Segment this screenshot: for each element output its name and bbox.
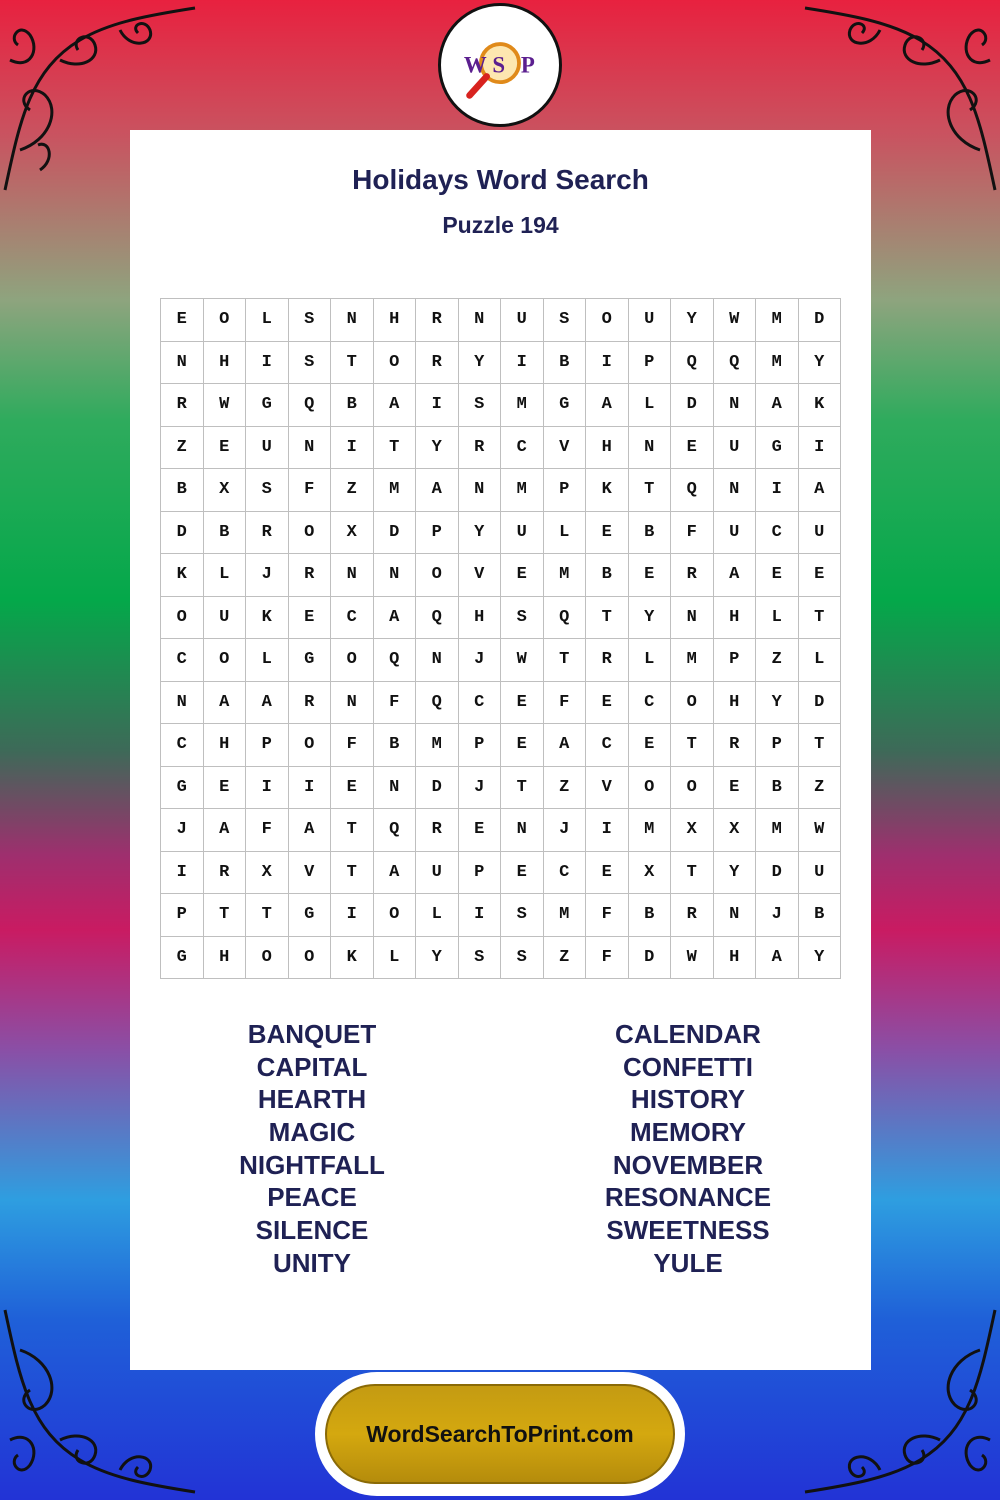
grid-cell[interactable]: P bbox=[756, 724, 799, 767]
grid-cell[interactable]: G bbox=[544, 384, 587, 427]
grid-cell[interactable]: U bbox=[246, 427, 289, 470]
grid-cell[interactable]: O bbox=[416, 554, 459, 597]
grid-cell[interactable]: W bbox=[671, 937, 714, 980]
grid-cell[interactable]: Z bbox=[161, 427, 204, 470]
grid-cell[interactable]: A bbox=[289, 809, 332, 852]
grid-cell[interactable]: J bbox=[459, 767, 502, 810]
grid-cell[interactable]: N bbox=[374, 767, 417, 810]
grid-cell[interactable]: F bbox=[246, 809, 289, 852]
word-list-item: UNITY bbox=[273, 1247, 351, 1278]
grid-cell[interactable]: I bbox=[799, 427, 842, 470]
grid-cell[interactable]: P bbox=[714, 639, 757, 682]
grid-cell[interactable]: L bbox=[629, 384, 672, 427]
puzzle-sheet bbox=[130, 130, 871, 1370]
letter-grid[interactable] bbox=[160, 298, 841, 979]
grid-cell[interactable]: P bbox=[416, 512, 459, 555]
word-list-item: MAGIC bbox=[268, 1117, 356, 1148]
grid-cell[interactable]: D bbox=[756, 852, 799, 895]
grid-cell[interactable]: A bbox=[246, 682, 289, 725]
grid-cell[interactable]: B bbox=[161, 469, 204, 512]
grid-cell[interactable]: T bbox=[671, 852, 714, 895]
grid-cell[interactable]: R bbox=[416, 809, 459, 852]
grid-cell[interactable]: X bbox=[629, 852, 672, 895]
grid-cell[interactable]: R bbox=[416, 342, 459, 385]
grid-cell[interactable]: U bbox=[714, 512, 757, 555]
grid-cell[interactable]: H bbox=[204, 724, 247, 767]
grid-cell[interactable]: Y bbox=[756, 682, 799, 725]
grid-cell[interactable]: K bbox=[799, 384, 842, 427]
grid-cell[interactable]: B bbox=[374, 724, 417, 767]
grid-cell[interactable]: A bbox=[586, 384, 629, 427]
grid-cell[interactable]: J bbox=[161, 809, 204, 852]
grid-cell[interactable]: S bbox=[459, 937, 502, 980]
grid-cell[interactable]: C bbox=[161, 724, 204, 767]
grid-cell[interactable]: H bbox=[204, 342, 247, 385]
grid-cell[interactable]: G bbox=[756, 427, 799, 470]
grid-cell[interactable]: Y bbox=[459, 342, 502, 385]
grid-cell[interactable]: D bbox=[629, 937, 672, 980]
grid-cell[interactable]: O bbox=[289, 937, 332, 980]
grid-cell[interactable]: N bbox=[416, 639, 459, 682]
grid-cell[interactable]: A bbox=[416, 469, 459, 512]
grid-cell[interactable]: N bbox=[289, 427, 332, 470]
grid-cell[interactable]: T bbox=[544, 639, 587, 682]
word-list-item: MEMORY bbox=[629, 1117, 747, 1148]
grid-cell[interactable]: B bbox=[799, 894, 842, 937]
wsp-logo bbox=[438, 3, 562, 127]
grid-cell[interactable]: X bbox=[331, 512, 374, 555]
grid-cell[interactable]: D bbox=[799, 299, 842, 342]
grid-cell[interactable]: F bbox=[289, 469, 332, 512]
grid-cell[interactable]: G bbox=[246, 384, 289, 427]
grid-cell[interactable]: C bbox=[756, 512, 799, 555]
grid-cell[interactable]: L bbox=[544, 512, 587, 555]
grid-cell[interactable]: T bbox=[799, 724, 842, 767]
grid-cell[interactable]: I bbox=[161, 852, 204, 895]
grid-cell[interactable]: O bbox=[671, 767, 714, 810]
grid-cell[interactable]: Y bbox=[629, 597, 672, 640]
grid-cell[interactable]: F bbox=[586, 937, 629, 980]
grid-cell[interactable]: Z bbox=[756, 639, 799, 682]
grid-cell[interactable]: O bbox=[671, 682, 714, 725]
grid-cell[interactable]: J bbox=[459, 639, 502, 682]
grid-cell[interactable]: O bbox=[161, 597, 204, 640]
grid-cell[interactable]: A bbox=[374, 384, 417, 427]
grid-cell[interactable]: R bbox=[586, 639, 629, 682]
grid-cell[interactable]: D bbox=[416, 767, 459, 810]
grid-cell[interactable]: L bbox=[416, 894, 459, 937]
grid-cell[interactable]: M bbox=[416, 724, 459, 767]
grid-cell[interactable]: S bbox=[289, 342, 332, 385]
grid-cell[interactable]: E bbox=[204, 767, 247, 810]
grid-cell[interactable]: T bbox=[331, 809, 374, 852]
grid-cell[interactable]: I bbox=[586, 809, 629, 852]
grid-cell[interactable]: H bbox=[714, 597, 757, 640]
grid-cell[interactable]: X bbox=[246, 852, 289, 895]
word-list-item: CALENDAR bbox=[615, 1019, 761, 1049]
grid-cell[interactable]: W bbox=[501, 639, 544, 682]
grid-cell[interactable]: T bbox=[586, 597, 629, 640]
grid-cell[interactable]: M bbox=[501, 384, 544, 427]
grid-cell[interactable]: M bbox=[501, 469, 544, 512]
grid-cell[interactable]: B bbox=[756, 767, 799, 810]
word-list-item: SILENCE bbox=[255, 1215, 369, 1246]
grid-cell[interactable]: E bbox=[756, 554, 799, 597]
grid-cell[interactable]: C bbox=[501, 427, 544, 470]
grid-cell[interactable]: N bbox=[501, 809, 544, 852]
word-list-item: NOVEMBER bbox=[612, 1149, 764, 1180]
grid-cell[interactable]: C bbox=[544, 852, 587, 895]
grid-cell[interactable]: M bbox=[544, 894, 587, 937]
grid-cell[interactable]: T bbox=[331, 342, 374, 385]
grid-cell[interactable]: A bbox=[799, 469, 842, 512]
grid-cell[interactable]: A bbox=[756, 937, 799, 980]
grid-cell[interactable]: H bbox=[459, 597, 502, 640]
grid-cell[interactable]: U bbox=[799, 512, 842, 555]
grid-cell[interactable]: Z bbox=[544, 937, 587, 980]
grid-cell[interactable]: Q bbox=[714, 342, 757, 385]
grid-cell[interactable]: R bbox=[671, 554, 714, 597]
grid-cell[interactable]: E bbox=[161, 299, 204, 342]
grid-cell[interactable]: I bbox=[289, 767, 332, 810]
grid-cell[interactable]: T bbox=[501, 767, 544, 810]
grid-cell[interactable]: G bbox=[161, 767, 204, 810]
grid-cell[interactable]: R bbox=[289, 554, 332, 597]
grid-cell[interactable]: O bbox=[289, 724, 332, 767]
grid-cell[interactable]: E bbox=[289, 597, 332, 640]
grid-cell[interactable]: Q bbox=[671, 342, 714, 385]
grid-cell[interactable]: N bbox=[331, 554, 374, 597]
grid-cell[interactable]: M bbox=[756, 299, 799, 342]
grid-cell[interactable]: B bbox=[629, 894, 672, 937]
grid-cell[interactable]: I bbox=[756, 469, 799, 512]
grid-cell[interactable]: Q bbox=[416, 597, 459, 640]
grid-cell[interactable]: F bbox=[671, 512, 714, 555]
grid-cell[interactable]: E bbox=[501, 852, 544, 895]
grid-cell[interactable]: Y bbox=[671, 299, 714, 342]
grid-cell[interactable]: E bbox=[714, 767, 757, 810]
grid-cell[interactable]: I bbox=[501, 342, 544, 385]
grid-cell[interactable]: O bbox=[331, 639, 374, 682]
grid-cell[interactable]: S bbox=[501, 937, 544, 980]
word-list-left-column bbox=[162, 1018, 462, 1280]
grid-cell[interactable]: P bbox=[544, 469, 587, 512]
grid-cell[interactable]: Y bbox=[416, 427, 459, 470]
grid-cell[interactable]: Q bbox=[416, 682, 459, 725]
grid-cell[interactable]: Z bbox=[331, 469, 374, 512]
grid-cell[interactable]: C bbox=[331, 597, 374, 640]
grid-cell[interactable]: P bbox=[629, 342, 672, 385]
grid-cell[interactable]: E bbox=[586, 512, 629, 555]
word-list-item: BANQUET bbox=[247, 1019, 377, 1049]
grid-cell[interactable]: H bbox=[714, 937, 757, 980]
grid-cell[interactable]: N bbox=[331, 299, 374, 342]
grid-cell[interactable]: C bbox=[586, 724, 629, 767]
grid-cell[interactable]: R bbox=[204, 852, 247, 895]
grid-cell[interactable]: N bbox=[374, 554, 417, 597]
grid-cell[interactable]: V bbox=[289, 852, 332, 895]
grid-cell[interactable]: U bbox=[204, 597, 247, 640]
grid-cell[interactable]: H bbox=[204, 937, 247, 980]
grid-cell[interactable]: V bbox=[586, 767, 629, 810]
grid-cell[interactable]: O bbox=[204, 299, 247, 342]
grid-cell[interactable]: J bbox=[246, 554, 289, 597]
grid-cell[interactable]: S bbox=[501, 894, 544, 937]
grid-cell[interactable]: N bbox=[161, 682, 204, 725]
grid-cell[interactable]: K bbox=[331, 937, 374, 980]
grid-cell[interactable]: W bbox=[204, 384, 247, 427]
grid-cell[interactable]: Y bbox=[416, 937, 459, 980]
grid-cell[interactable]: E bbox=[459, 809, 502, 852]
grid-cell[interactable]: X bbox=[204, 469, 247, 512]
grid-cell[interactable]: Q bbox=[544, 597, 587, 640]
grid-cell[interactable]: V bbox=[544, 427, 587, 470]
grid-cell[interactable]: X bbox=[714, 809, 757, 852]
footer-badge bbox=[315, 1372, 685, 1496]
grid-cell[interactable]: N bbox=[161, 342, 204, 385]
grid-cell[interactable]: V bbox=[459, 554, 502, 597]
word-list-item: HEARTH bbox=[257, 1084, 367, 1115]
grid-cell[interactable]: N bbox=[629, 427, 672, 470]
grid-cell[interactable]: D bbox=[799, 682, 842, 725]
grid-cell[interactable]: Z bbox=[544, 767, 587, 810]
grid-cell[interactable]: J bbox=[544, 809, 587, 852]
grid-cell[interactable]: K bbox=[161, 554, 204, 597]
grid-cell[interactable]: L bbox=[799, 639, 842, 682]
grid-cell[interactable]: R bbox=[714, 724, 757, 767]
grid-cell[interactable]: F bbox=[331, 724, 374, 767]
grid-cell[interactable]: E bbox=[629, 724, 672, 767]
grid-cell[interactable]: T bbox=[246, 894, 289, 937]
grid-cell[interactable]: E bbox=[501, 724, 544, 767]
grid-cell[interactable]: L bbox=[756, 597, 799, 640]
grid-cell[interactable]: N bbox=[714, 384, 757, 427]
grid-cell[interactable]: D bbox=[374, 512, 417, 555]
grid-cell[interactable]: W bbox=[799, 809, 842, 852]
grid-cell[interactable]: E bbox=[799, 554, 842, 597]
word-list-item: CONFETTI bbox=[623, 1051, 753, 1082]
grid-cell[interactable]: M bbox=[544, 554, 587, 597]
logo-letter-p: P bbox=[520, 52, 535, 78]
grid-cell[interactable]: O bbox=[374, 342, 417, 385]
grid-cell[interactable]: A bbox=[204, 682, 247, 725]
grid-cell[interactable]: F bbox=[544, 682, 587, 725]
word-list-item: RESONANCE bbox=[604, 1182, 772, 1213]
grid-cell[interactable]: T bbox=[331, 852, 374, 895]
grid-cell[interactable]: M bbox=[374, 469, 417, 512]
grid-cell[interactable]: I bbox=[416, 384, 459, 427]
grid-cell[interactable]: F bbox=[374, 682, 417, 725]
grid-cell[interactable]: O bbox=[374, 894, 417, 937]
grid-cell[interactable]: E bbox=[586, 682, 629, 725]
grid-cell[interactable]: F bbox=[586, 894, 629, 937]
grid-cell[interactable]: B bbox=[544, 342, 587, 385]
grid-cell[interactable]: N bbox=[331, 682, 374, 725]
grid-cell[interactable]: J bbox=[756, 894, 799, 937]
grid-cell[interactable]: B bbox=[629, 512, 672, 555]
grid-cell[interactable]: T bbox=[204, 894, 247, 937]
grid-cell[interactable]: H bbox=[714, 682, 757, 725]
grid-cell[interactable]: S bbox=[501, 597, 544, 640]
grid-cell[interactable]: U bbox=[714, 427, 757, 470]
grid-cell[interactable]: Q bbox=[374, 809, 417, 852]
grid-cell[interactable]: I bbox=[246, 767, 289, 810]
grid-cell[interactable]: I bbox=[331, 894, 374, 937]
grid-cell[interactable]: A bbox=[756, 384, 799, 427]
grid-cell[interactable]: E bbox=[586, 852, 629, 895]
grid-cell[interactable]: U bbox=[799, 852, 842, 895]
grid-cell[interactable]: O bbox=[629, 767, 672, 810]
grid-cell[interactable]: E bbox=[331, 767, 374, 810]
grid-cell[interactable]: O bbox=[204, 639, 247, 682]
grid-cell[interactable]: H bbox=[374, 299, 417, 342]
grid-cell[interactable]: Q bbox=[671, 469, 714, 512]
grid-cell[interactable]: E bbox=[501, 554, 544, 597]
grid-cell[interactable]: S bbox=[544, 299, 587, 342]
grid-cell[interactable]: H bbox=[586, 427, 629, 470]
grid-cell[interactable]: M bbox=[756, 809, 799, 852]
grid-cell[interactable]: E bbox=[501, 682, 544, 725]
word-list-item: PEACE bbox=[267, 1182, 357, 1213]
grid-cell[interactable]: N bbox=[671, 597, 714, 640]
grid-cell[interactable]: E bbox=[629, 554, 672, 597]
grid-cell[interactable]: U bbox=[501, 512, 544, 555]
grid-cell[interactable]: M bbox=[629, 809, 672, 852]
grid-cell[interactable]: Y bbox=[799, 937, 842, 980]
grid-cell[interactable]: C bbox=[459, 682, 502, 725]
grid-cell[interactable]: I bbox=[246, 342, 289, 385]
grid-cell[interactable]: M bbox=[756, 342, 799, 385]
grid-cell[interactable]: S bbox=[289, 299, 332, 342]
grid-cell[interactable]: N bbox=[714, 469, 757, 512]
grid-cell[interactable]: T bbox=[374, 427, 417, 470]
grid-cell[interactable]: K bbox=[246, 597, 289, 640]
grid-cell[interactable]: P bbox=[459, 724, 502, 767]
page-title: Holidays Word Search bbox=[352, 164, 649, 195]
grid-cell[interactable]: R bbox=[161, 384, 204, 427]
grid-cell[interactable]: R bbox=[246, 512, 289, 555]
grid-cell[interactable]: R bbox=[459, 427, 502, 470]
grid-cell[interactable]: N bbox=[459, 469, 502, 512]
grid-cell[interactable]: E bbox=[204, 427, 247, 470]
grid-cell[interactable]: P bbox=[459, 852, 502, 895]
grid-cell[interactable]: L bbox=[246, 299, 289, 342]
site-link[interactable]: WordSearchToPrint.com bbox=[325, 1384, 675, 1484]
grid-cell[interactable]: O bbox=[246, 937, 289, 980]
grid-cell[interactable]: G bbox=[289, 639, 332, 682]
grid-cell[interactable]: Q bbox=[374, 639, 417, 682]
grid-cell[interactable]: Y bbox=[799, 342, 842, 385]
grid-cell[interactable]: S bbox=[459, 384, 502, 427]
grid-cell[interactable]: G bbox=[289, 894, 332, 937]
grid-cell[interactable]: T bbox=[629, 469, 672, 512]
word-list-right-column bbox=[538, 1018, 838, 1280]
grid-cell[interactable]: O bbox=[586, 299, 629, 342]
grid-cell[interactable]: E bbox=[671, 427, 714, 470]
word-list-item: CAPITAL bbox=[256, 1051, 368, 1082]
grid-cell[interactable]: G bbox=[161, 937, 204, 980]
grid-cell[interactable]: D bbox=[671, 384, 714, 427]
grid-cell[interactable]: U bbox=[629, 299, 672, 342]
grid-cell[interactable]: X bbox=[671, 809, 714, 852]
grid-cell[interactable]: Q bbox=[289, 384, 332, 427]
grid-cell[interactable]: A bbox=[374, 852, 417, 895]
grid-cell[interactable]: Z bbox=[799, 767, 842, 810]
grid-cell[interactable]: B bbox=[586, 554, 629, 597]
grid-cell[interactable]: L bbox=[374, 937, 417, 980]
grid-cell[interactable]: A bbox=[714, 554, 757, 597]
logo-letter-w: W bbox=[463, 52, 487, 78]
grid-cell[interactable]: Y bbox=[459, 512, 502, 555]
grid-cell[interactable]: D bbox=[161, 512, 204, 555]
grid-cell[interactable]: U bbox=[416, 852, 459, 895]
grid-cell[interactable]: C bbox=[629, 682, 672, 725]
grid-cell[interactable]: I bbox=[586, 342, 629, 385]
word-list-item: NIGHTFALL bbox=[239, 1149, 385, 1180]
grid-cell[interactable]: P bbox=[161, 894, 204, 937]
grid-cell[interactable]: T bbox=[799, 597, 842, 640]
puzzle-number: Puzzle 194 bbox=[442, 212, 559, 238]
grid-cell[interactable]: T bbox=[671, 724, 714, 767]
grid-cell[interactable]: O bbox=[289, 512, 332, 555]
grid-cell[interactable]: A bbox=[544, 724, 587, 767]
grid-cell[interactable]: N bbox=[459, 299, 502, 342]
grid-cell[interactable]: P bbox=[246, 724, 289, 767]
grid-cell[interactable]: R bbox=[289, 682, 332, 725]
grid-cell[interactable]: A bbox=[374, 597, 417, 640]
grid-cell[interactable]: L bbox=[204, 554, 247, 597]
grid-cell[interactable]: I bbox=[331, 427, 374, 470]
grid-cell[interactable]: C bbox=[161, 639, 204, 682]
grid-cell[interactable]: L bbox=[246, 639, 289, 682]
word-list-item: YULE bbox=[653, 1247, 723, 1278]
grid-cell[interactable]: M bbox=[671, 639, 714, 682]
grid-cell[interactable]: I bbox=[459, 894, 502, 937]
grid-cell[interactable]: Y bbox=[714, 852, 757, 895]
grid-cell[interactable]: K bbox=[586, 469, 629, 512]
word-list-item: SWEETNESS bbox=[606, 1215, 770, 1246]
grid-cell[interactable]: W bbox=[714, 299, 757, 342]
word-list-item: HISTORY bbox=[630, 1084, 746, 1115]
grid-cell[interactable]: R bbox=[671, 894, 714, 937]
grid-cell[interactable]: A bbox=[204, 809, 247, 852]
logo-letter-s: S bbox=[492, 52, 506, 78]
grid-cell[interactable]: B bbox=[331, 384, 374, 427]
grid-cell[interactable]: R bbox=[416, 299, 459, 342]
grid-cell[interactable]: U bbox=[501, 299, 544, 342]
grid-cell[interactable]: L bbox=[629, 639, 672, 682]
grid-cell[interactable]: B bbox=[204, 512, 247, 555]
grid-cell[interactable]: N bbox=[714, 894, 757, 937]
grid-cell[interactable]: S bbox=[246, 469, 289, 512]
